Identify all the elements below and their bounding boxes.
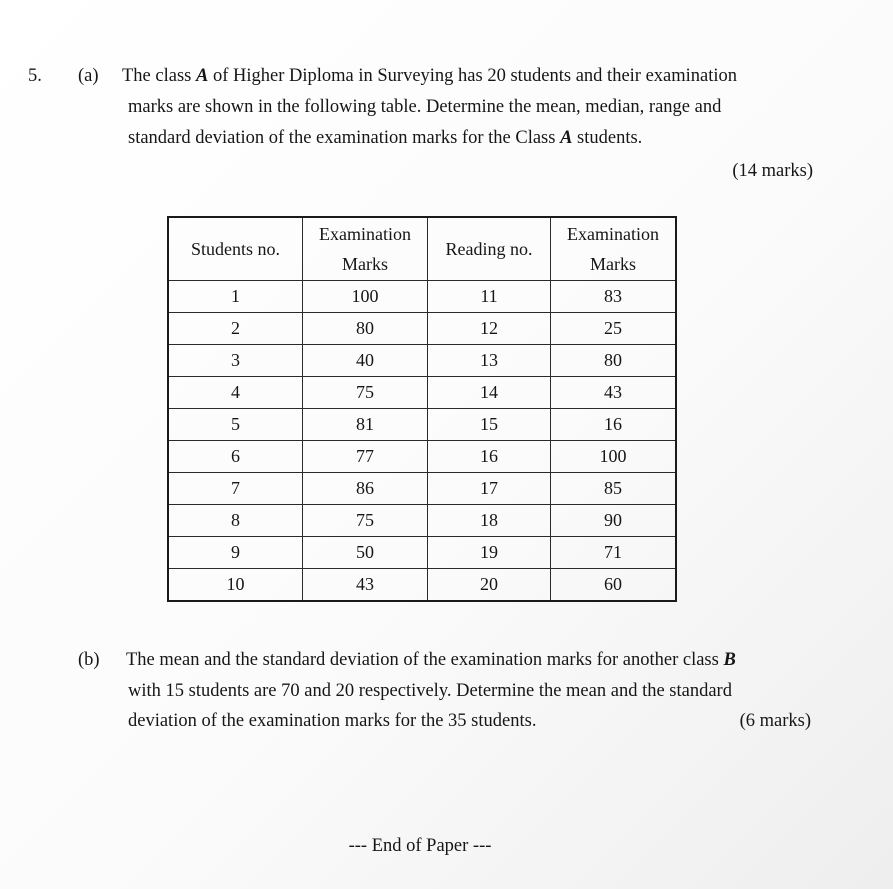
cell-student-no: 7 — [168, 473, 303, 505]
cell-exam-marks: 50 — [303, 537, 428, 569]
end-of-paper: --- End of Paper --- — [348, 836, 492, 856]
cell-student-no: 1 — [168, 281, 303, 313]
cell-student-no: 10 — [168, 569, 303, 602]
table-row — [168, 313, 676, 345]
part-b-label: (b) — [78, 650, 100, 670]
table-row — [168, 345, 676, 377]
class-a-name: A — [195, 66, 209, 86]
table-header-row — [168, 217, 676, 281]
cell-student-no: 4 — [168, 377, 303, 409]
cell-exam-marks-2: 100 — [551, 441, 677, 473]
cell-exam-marks-2: 71 — [551, 537, 677, 569]
cell-exam-marks: 100 — [303, 281, 428, 313]
header-students-no: Students no. — [168, 217, 303, 281]
cell-student-no: 8 — [168, 505, 303, 537]
cell-exam-marks-2: 43 — [551, 377, 677, 409]
part-a-line-2: marks are shown in the following table. Determine the mean, median, range and — [128, 97, 722, 117]
table-row — [168, 569, 676, 602]
class-b-name: B — [723, 650, 736, 670]
table-row — [168, 505, 676, 537]
cell-reading-no: 15 — [428, 409, 551, 441]
cell-reading-no: 13 — [428, 345, 551, 377]
part-a-label: (a) — [78, 66, 99, 86]
table-row — [168, 441, 676, 473]
cell-student-no: 5 — [168, 409, 303, 441]
cell-exam-marks: 75 — [303, 505, 428, 537]
header-reading-no: Reading no. — [428, 217, 551, 281]
cell-exam-marks: 75 — [303, 377, 428, 409]
cell-exam-marks: 43 — [303, 569, 428, 602]
cell-reading-no: 17 — [428, 473, 551, 505]
part-b-line-1: The mean and the standard deviation of the examination marks for another class B — [126, 650, 736, 670]
cell-exam-marks-2: 25 — [551, 313, 677, 345]
cell-student-no: 2 — [168, 313, 303, 345]
cell-exam-marks-2: 16 — [551, 409, 677, 441]
part-b-line-3: deviation of the examination marks for the 35 students. — [128, 711, 537, 731]
cell-student-no: 6 — [168, 441, 303, 473]
table-row — [168, 281, 676, 313]
header-exam-marks: Examination Marks — [303, 217, 428, 281]
table-row — [168, 537, 676, 569]
cell-reading-no: 14 — [428, 377, 551, 409]
question-number: 5. — [28, 66, 42, 86]
part-a-line-3: standard deviation of the examination marks for the Class A students. — [128, 128, 643, 148]
cell-exam-marks: 77 — [303, 441, 428, 473]
cell-exam-marks-2: 80 — [551, 345, 677, 377]
part-a-line-1: The class A of Higher Diploma in Surveying has 20 students and their examination — [122, 66, 738, 86]
cell-reading-no: 19 — [428, 537, 551, 569]
cell-exam-marks: 80 — [303, 313, 428, 345]
cell-reading-no: 20 — [428, 569, 551, 602]
cell-exam-marks-2: 83 — [551, 281, 677, 313]
cell-reading-no: 12 — [428, 313, 551, 345]
cell-reading-no: 18 — [428, 505, 551, 537]
cell-exam-marks-2: 85 — [551, 473, 677, 505]
cell-exam-marks-2: 90 — [551, 505, 677, 537]
table-row — [168, 473, 676, 505]
part-b-line-2: with 15 students are 70 and 20 respectively. Determine the mean and the standard — [128, 681, 732, 701]
cell-exam-marks: 40 — [303, 345, 428, 377]
cell-reading-no: 16 — [428, 441, 551, 473]
cell-student-no: 9 — [168, 537, 303, 569]
part-b-marks: (6 marks) — [739, 711, 811, 731]
part-a-marks: (14 marks) — [732, 161, 813, 181]
table-row — [168, 377, 676, 409]
cell-student-no: 3 — [168, 345, 303, 377]
cell-exam-marks: 86 — [303, 473, 428, 505]
cell-exam-marks-2: 60 — [551, 569, 677, 602]
marks-table — [167, 216, 677, 602]
table-row — [168, 409, 676, 441]
header-exam-marks-2: Examination Marks — [551, 217, 677, 281]
cell-reading-no: 11 — [428, 281, 551, 313]
cell-exam-marks: 81 — [303, 409, 428, 441]
